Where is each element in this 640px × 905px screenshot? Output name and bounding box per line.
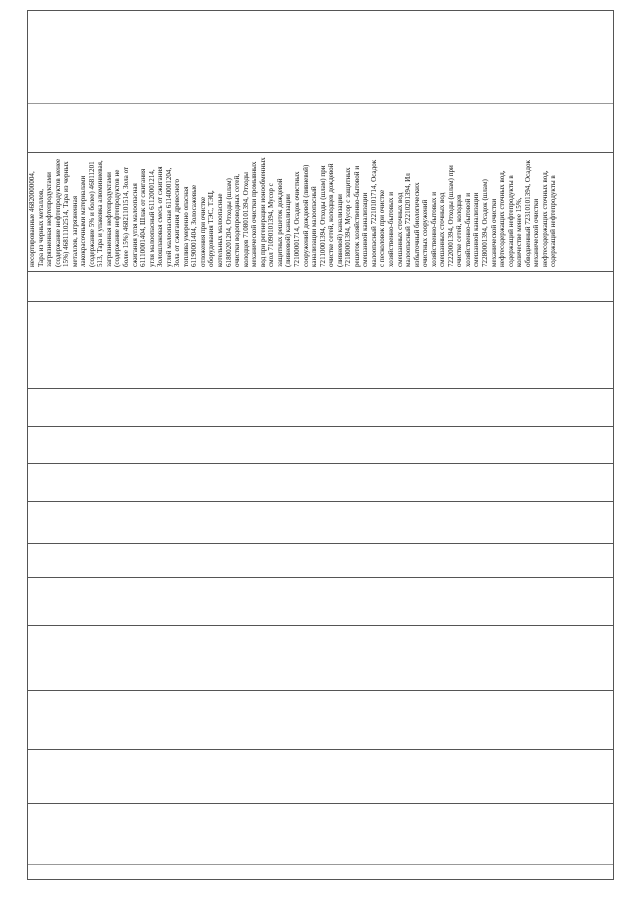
row-divider [28, 803, 613, 804]
row-divider [28, 749, 613, 750]
rotated-text-cell [28, 153, 613, 271]
row-divider [28, 388, 613, 389]
row-divider [28, 864, 613, 865]
row-divider [28, 426, 613, 427]
row-divider [28, 543, 613, 544]
row-divider [28, 577, 613, 578]
row-divider [28, 103, 613, 104]
waste-list-text: несортированные 46820000004, Тара из черных металлов, загрязненная нефтепродуктами (содержание нефтепродуктов менее 15%) 46811102514, Тара из черных металлов, загрязненная лакокрасочными материалами (содержание 5% и более) 46811201 513, Тара и упаковка алюминиевая, загрязненная нефтепродуктами (содержание нефтепродуктов не более 15%) 46821101514, Зола от сжигания угля малоопасная 61110001404, Шлак от сжигания угля малоопасный 61120001214, Золошлаковая смесь от сжигания углей малоопасная 61140001204, Зола от сжигания древесного топлива умеренно опасная 61190001404, Золосажевые отложения при очистке оборудования ТЭС, ТЭЦ, котельных малоопасные 61800201204, Отходы (шлам) очистки водопроводных сетей, колодцев 71080101394, Отходы механической очистки промывных вод при регенерации ионообменных смол 71090101394, Мусор с защитных решеток дождевой (ливневой) канализации 72100001714, Осадок очистных сооружений дождевой (ливневой) канализации малоопасный 72110001394, Отходы (шлам) при очистке сетей, колодцев дождевой (ливневой) канализации 72180001394, Мусор с защитных решеток хозяйственно-бытовой и смешанной канализации малоопасный 72210101714, Осадок с песколовок при очистке хозяйственно-бытовых и смешанных сточных вод малоопасный 72210201394, Ил избыточный биологических очистных сооружений хозяйственно-бытовых и смешанных сточных вод 72220001394, Отходы (шлам) при очистке сетей, колодцев хозяйственно-бытовой и смешанной канализации 72280001394, Осадок (шлам) механической очистки нефтесодержащих сточных вод, содержащий нефтепродукты в количестве менее 15%, обводненный 72310101394, Осадок механической очистки нефтесодержащих сточных вод, содержащий нефтепродукты в [28, 157, 558, 267]
row-divider [28, 271, 613, 272]
row-divider [28, 501, 613, 502]
row-divider [28, 463, 613, 464]
document-page [27, 10, 614, 880]
row-divider [28, 690, 613, 691]
row-divider [28, 625, 613, 626]
row-divider [28, 301, 613, 302]
